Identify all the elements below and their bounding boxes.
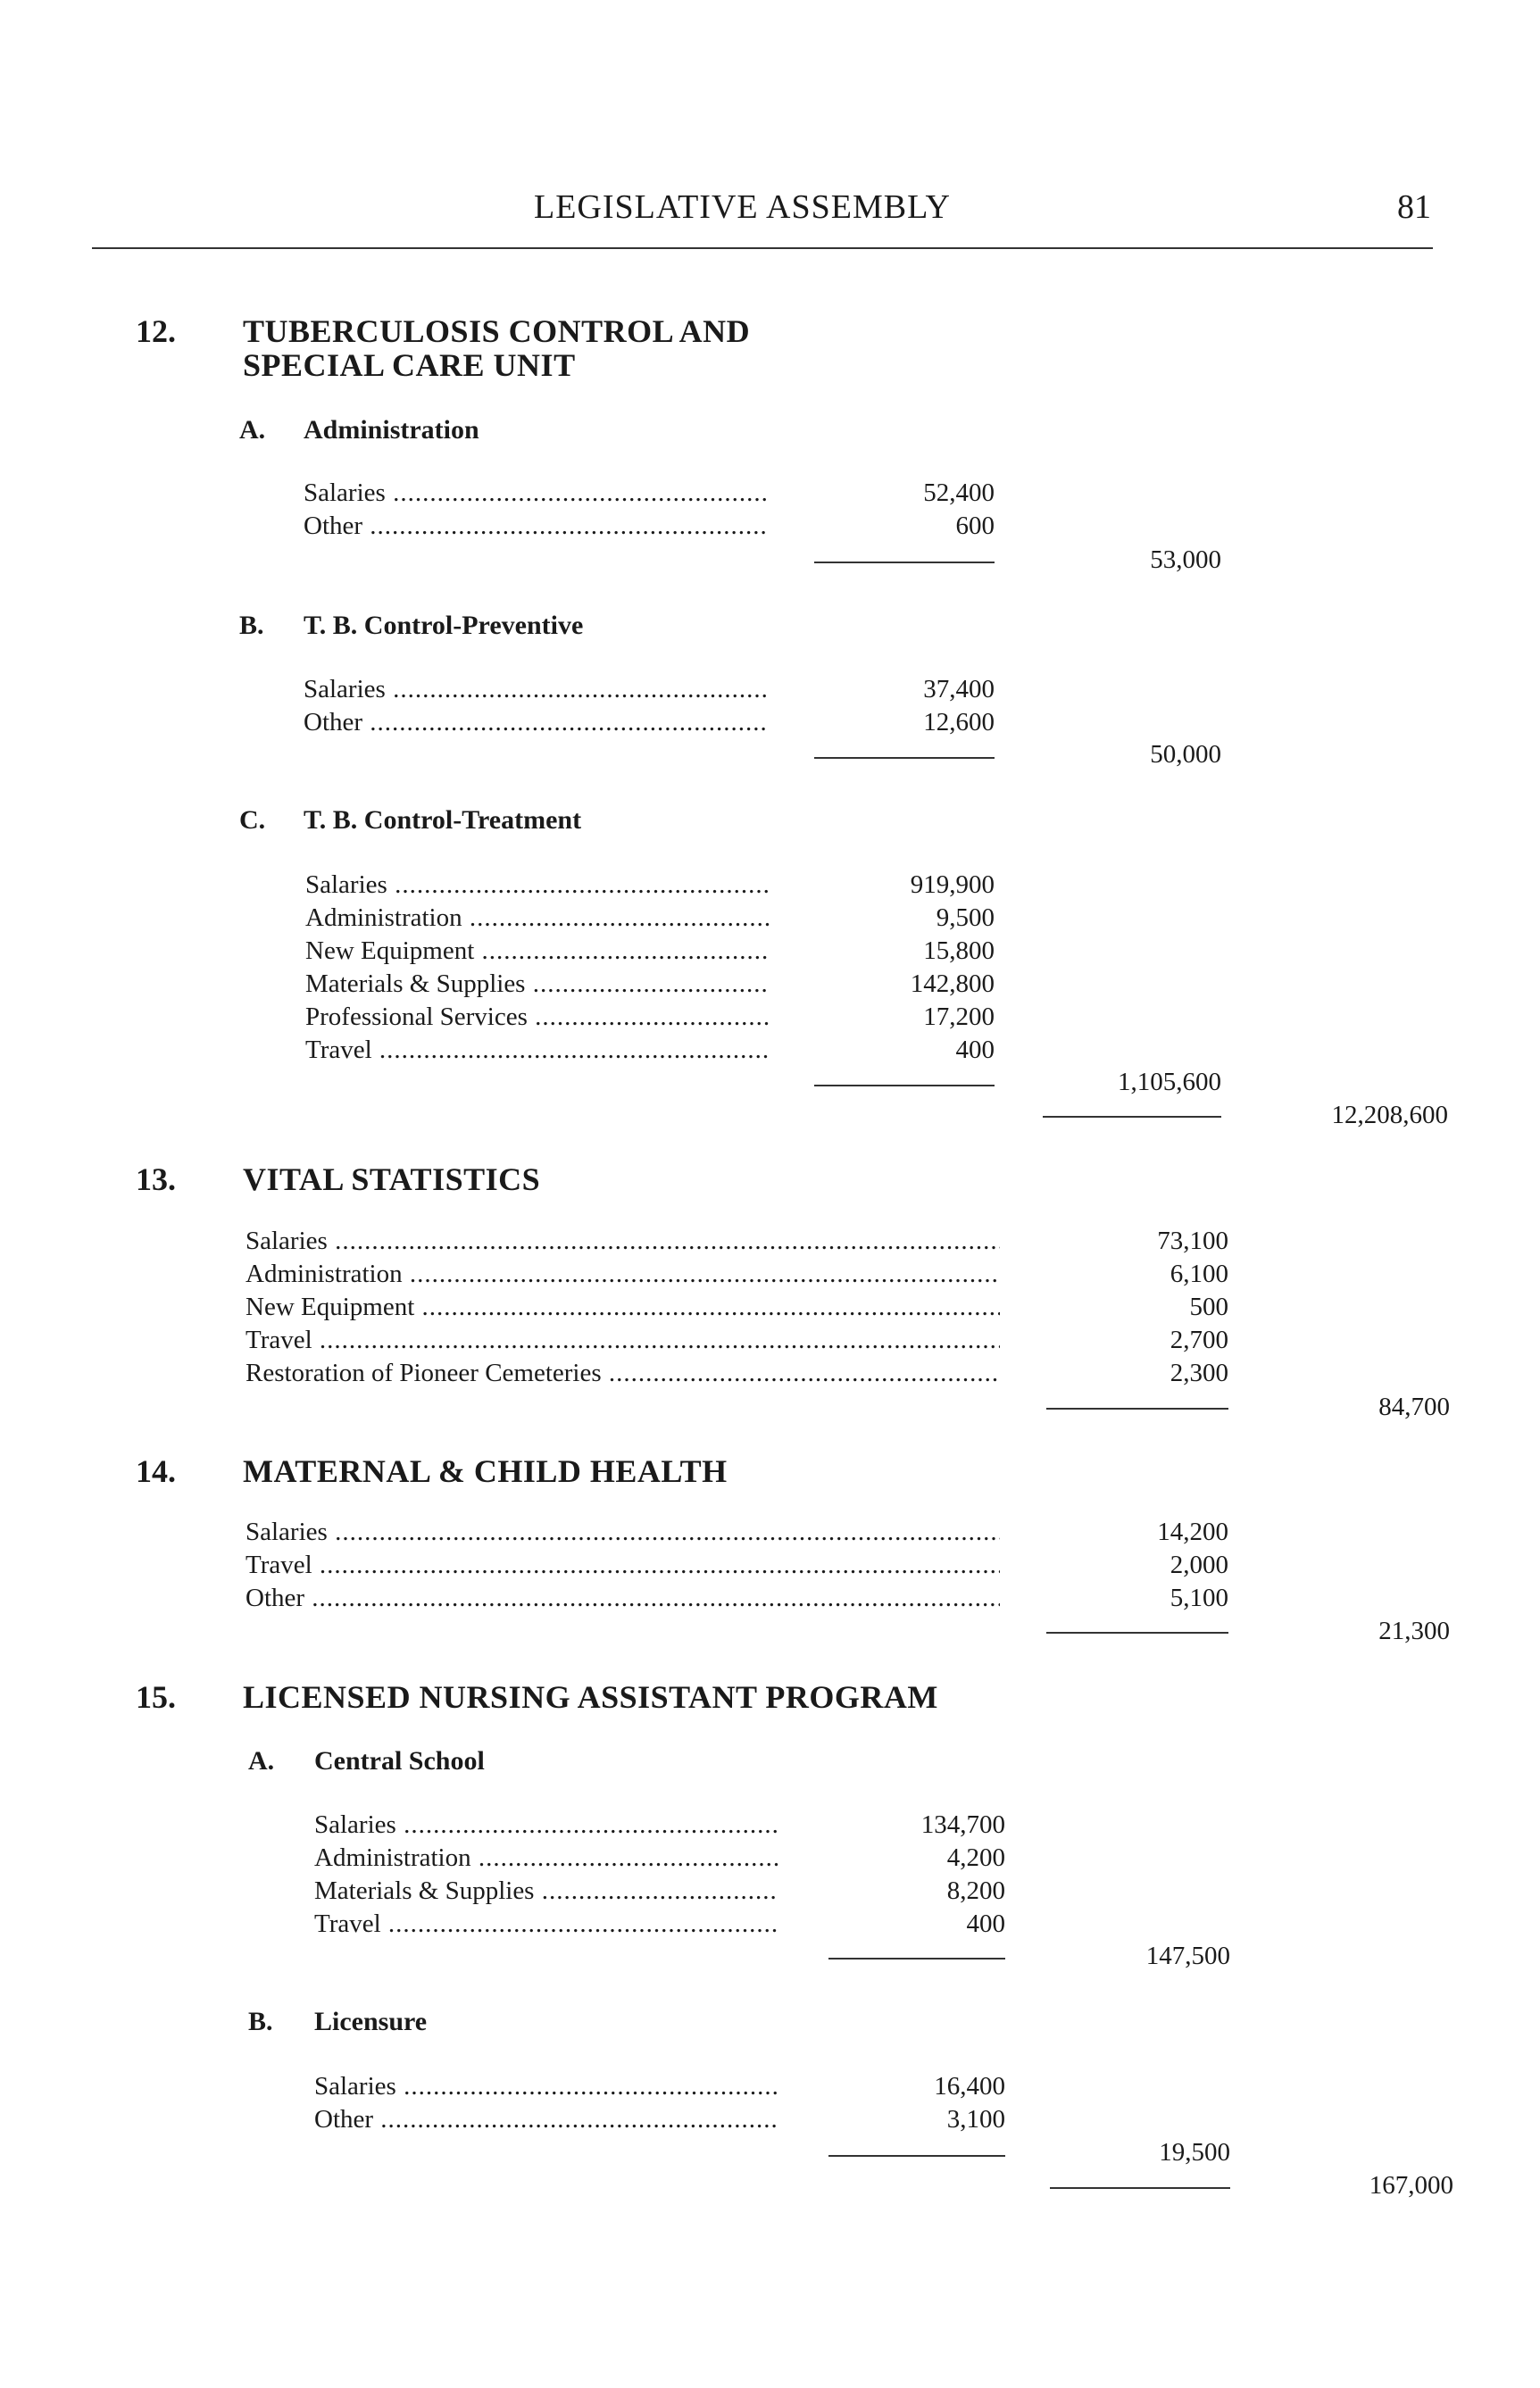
line-item-label: Salaries ..... [314, 1810, 778, 1840]
line-item-label: Other ..... [246, 1584, 1000, 1613]
subsection-title: T. B. Control-Preventive [304, 611, 584, 640]
subtotal-rule [814, 757, 995, 759]
subsection-title: Licensure [314, 2007, 428, 2036]
line-item-amount: 17,200 [923, 1003, 995, 1031]
subtotal-amount: 1,105,600 [1118, 1068, 1221, 1096]
subsection-letter: B. [248, 2007, 273, 2036]
subtotal-rule [814, 562, 995, 563]
subsection-title: Central School [314, 1746, 485, 1776]
section-number: 15. [136, 1679, 176, 1715]
line-item-label: Travel ..... [246, 1326, 1000, 1355]
line-item-label: Administration ..... [314, 1843, 778, 1873]
line-item-amount: 500 [1189, 1293, 1228, 1321]
subtotal-amount: 50,000 [1150, 740, 1221, 769]
line-item-amount: 919,900 [910, 870, 995, 899]
line-item-label: Administration ..... [246, 1260, 1000, 1289]
line-item-amount: 4,200 [946, 1843, 1005, 1872]
line-item-amount: 2,300 [1170, 1359, 1228, 1387]
line-item-label: Salaries ..... [246, 1518, 1000, 1547]
line-item-label: Salaries ..... [305, 870, 770, 900]
subsection-letter: A. [248, 1746, 275, 1776]
line-item-amount: 15,800 [923, 936, 995, 965]
line-item-amount: 134,700 [920, 1810, 1005, 1839]
line-item-label: Salaries ..... [304, 675, 768, 704]
subsection-title: T. B. Control-Treatment [304, 805, 582, 835]
section-total: 84,700 [1378, 1393, 1450, 1421]
line-item-label: Materials & Supplies ..... [305, 969, 770, 999]
section-total: 21,300 [1378, 1617, 1450, 1645]
line-item-amount: 12,600 [923, 708, 995, 736]
line-item-amount: 400 [955, 1036, 995, 1064]
total-rule [1046, 1408, 1228, 1410]
line-item-amount: 3,100 [946, 2105, 1005, 2134]
line-item-amount: 600 [955, 512, 995, 540]
line-item-label: New Equipment ..... [246, 1293, 1000, 1322]
line-item-amount: 5,100 [1170, 1584, 1228, 1612]
line-item-label: New Equipment ..... [305, 936, 770, 966]
line-item-label: Other ..... [304, 512, 768, 541]
line-item-amount: 142,800 [910, 969, 995, 998]
line-item-label: Salaries ..... [314, 2072, 778, 2101]
line-item-amount: 400 [966, 1910, 1005, 1938]
total-rule [1046, 1632, 1228, 1634]
subtotal-rule [828, 2155, 1005, 2157]
subtotal-rule [814, 1085, 995, 1086]
section-title-line-2: SPECIAL CARE UNIT [243, 347, 576, 383]
line-item-label: Materials & Supplies ..... [314, 1876, 778, 1906]
line-item-label: Professional Services ..... [305, 1003, 770, 1032]
line-item-amount: 2,000 [1170, 1551, 1228, 1579]
total-rule [1050, 2187, 1230, 2189]
section-title-line-1: VITAL STATISTICS [243, 1161, 541, 1197]
subtotal-amount: 147,500 [1145, 1942, 1230, 1970]
line-item-label: Administration ..... [305, 903, 770, 933]
subsection-letter: A. [239, 415, 266, 445]
line-item-amount: 14,200 [1157, 1518, 1228, 1546]
section-title-line-1: TUBERCULOSIS CONTROL AND [243, 313, 751, 349]
section-title-line-1: MATERNAL & CHILD HEALTH [243, 1453, 728, 1489]
line-item-amount: 9,500 [936, 903, 995, 932]
section-number: 14. [136, 1453, 176, 1489]
subtotal-rule [828, 1958, 1005, 1959]
section-total: 167,000 [1369, 2171, 1453, 2200]
section-number: 13. [136, 1161, 176, 1197]
section-number: 12. [136, 313, 176, 349]
line-item-amount: 52,400 [923, 478, 995, 507]
subsection-letter: B. [239, 611, 264, 640]
header-rule [92, 247, 1433, 249]
line-item-label: Travel ..... [314, 1910, 778, 1939]
line-item-label: Other ..... [314, 2105, 778, 2134]
line-item-label: Travel ..... [246, 1551, 1000, 1580]
total-rule [1043, 1116, 1221, 1118]
line-item-label: Other ..... [304, 708, 768, 737]
line-item-label: Restoration of Pioneer Cemeteries ..... [246, 1359, 1000, 1388]
line-item-label: Salaries ..... [246, 1227, 1000, 1256]
line-item-label: Salaries ..... [304, 478, 768, 508]
subtotal-amount: 19,500 [1159, 2138, 1230, 2167]
section-title-line-1: LICENSED NURSING ASSISTANT PROGRAM [243, 1679, 938, 1715]
line-item-amount: 37,400 [923, 675, 995, 703]
page-number: 81 [1397, 188, 1431, 226]
line-item-label: Travel ..... [305, 1036, 770, 1065]
line-item-amount: 6,100 [1170, 1260, 1228, 1288]
subsection-letter: C. [239, 805, 266, 835]
subsection-title: Administration [304, 415, 479, 445]
subtotal-amount: 53,000 [1150, 545, 1221, 574]
line-item-amount: 16,400 [934, 2072, 1005, 2101]
line-item-amount: 8,200 [946, 1876, 1005, 1905]
line-item-amount: 73,100 [1157, 1227, 1228, 1255]
line-item-amount: 2,700 [1170, 1326, 1228, 1354]
section-total: 12,208,600 [1331, 1101, 1448, 1129]
page-header-title: LEGISLATIVE ASSEMBLY [534, 188, 951, 226]
